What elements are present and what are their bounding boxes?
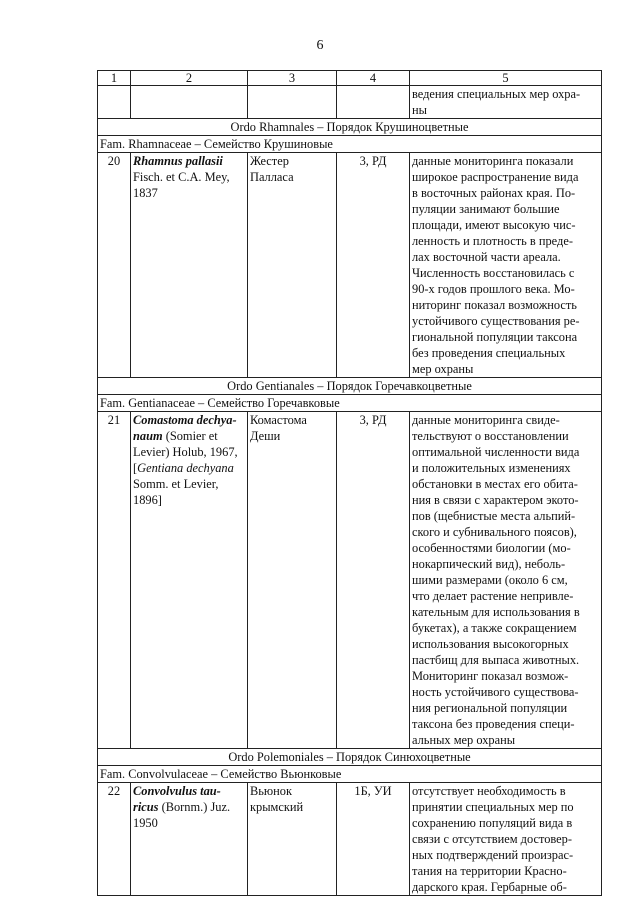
order-row xyxy=(98,749,602,766)
latin-name-bold: Comastoma dechya- naum xyxy=(133,413,237,443)
order-row xyxy=(98,378,602,395)
continuation-row xyxy=(98,86,602,119)
latin-name-bold: Rhamnus pallasii xyxy=(133,154,223,168)
latin-author: (Somier et Levier) Holub, 1967, [ xyxy=(133,429,238,475)
column-header-2: 2 xyxy=(131,71,248,86)
entry-number: 21 xyxy=(98,412,131,749)
latin-name-cell xyxy=(131,412,248,749)
species-table xyxy=(97,70,602,896)
table-header-row xyxy=(98,71,602,86)
table-row xyxy=(98,412,602,749)
column-header-1: 1 xyxy=(98,71,131,86)
table-row xyxy=(98,783,602,896)
family-heading: Fam. Convolvulaceae – Семейство Вьюнковые xyxy=(98,766,602,783)
latin-synonym: Gentiana dechyana xyxy=(137,461,234,475)
order-heading: Ordo Polemoniales – Порядок Синюхоцветные xyxy=(98,749,602,766)
order-heading: Ordo Gentianales – Порядок Горечавкоцветные xyxy=(98,378,602,395)
empty-cell xyxy=(131,86,248,119)
family-row xyxy=(98,136,602,153)
column-header-4: 4 xyxy=(337,71,410,86)
family-row xyxy=(98,395,602,412)
empty-cell xyxy=(98,86,131,119)
entry-description: данные мониторинга свиде- тельствуют о восстановлении оптимальной численности вида и положительных изменениях обстановки в местах его обита- ния в связи с характером экото- пов (щебнистые места альпий- ского и субнивального поясов), особенностями биологии (мо- нокарпический вид), неболь- шими размерами (около 6 см, что делает растение непривле- кательным для использования в букетах), а также сокращением использования высокогорных пастбищ для выпаса животных. Мониторинг показал возмож- ность устойчивого существова- ния региональной популяции таксона без проведения специ- альных мер охраны xyxy=(410,412,602,749)
latin-synonym-author: Somm. et Levier, 1896] xyxy=(133,477,219,507)
entry-number: 22 xyxy=(98,783,131,896)
empty-cell xyxy=(337,86,410,119)
family-heading: Fam. Gentianaceae – Семейство Горечавковые xyxy=(98,395,602,412)
entry-number: 20 xyxy=(98,153,131,378)
russian-name: Комастома Деши xyxy=(248,412,337,749)
latin-name-bold: Convolvulus tau- ricus xyxy=(133,784,221,814)
latin-author: (Bornm.) Juz. 1950 xyxy=(133,800,231,830)
status-category: 3, РД xyxy=(337,412,410,749)
latin-author: Fisch. et C.A. Mey, 1837 xyxy=(133,170,230,200)
russian-name: Жестер Палласа xyxy=(248,153,337,378)
status-category: 3, РД xyxy=(337,153,410,378)
family-row xyxy=(98,766,602,783)
status-category: 1Б, УИ xyxy=(337,783,410,896)
entry-description: данные мониторинга показали широкое распространение вида в восточных районах края. По- пуляции занимают большие площади, имеют высокую чис- ленность и плотность в преде- лах восточной части ареала. Численность восстановилась с 90-х годов прошлого века. Мо- ниторинг показал возможность устойчивого существования ре- гиональной популяции таксона без проведения специальных мер охраны xyxy=(410,153,602,378)
entry-description: отсутствует необходимость в принятии специальных мер по сохранению популяций вида в связи с отсутствием достовер- ных подтверждений произрас- тания на территории Красно- дарского края. Гербарные об- xyxy=(410,783,602,896)
empty-cell xyxy=(248,86,337,119)
page-number: 6 xyxy=(316,38,324,53)
continuation-text: ведения специальных мер охра- ны xyxy=(410,86,602,119)
order-heading: Ordo Rhamnales – Порядок Крушиноцветные xyxy=(98,119,602,136)
column-header-3: 3 xyxy=(248,71,337,86)
latin-name-cell xyxy=(131,153,248,378)
family-heading: Fam. Rhamnaceae – Семейство Крушиновые xyxy=(98,136,602,153)
order-row xyxy=(98,119,602,136)
column-header-5: 5 xyxy=(410,71,602,86)
table-row xyxy=(98,153,602,378)
latin-name-cell xyxy=(131,783,248,896)
russian-name: Вьюнок крымский xyxy=(248,783,337,896)
